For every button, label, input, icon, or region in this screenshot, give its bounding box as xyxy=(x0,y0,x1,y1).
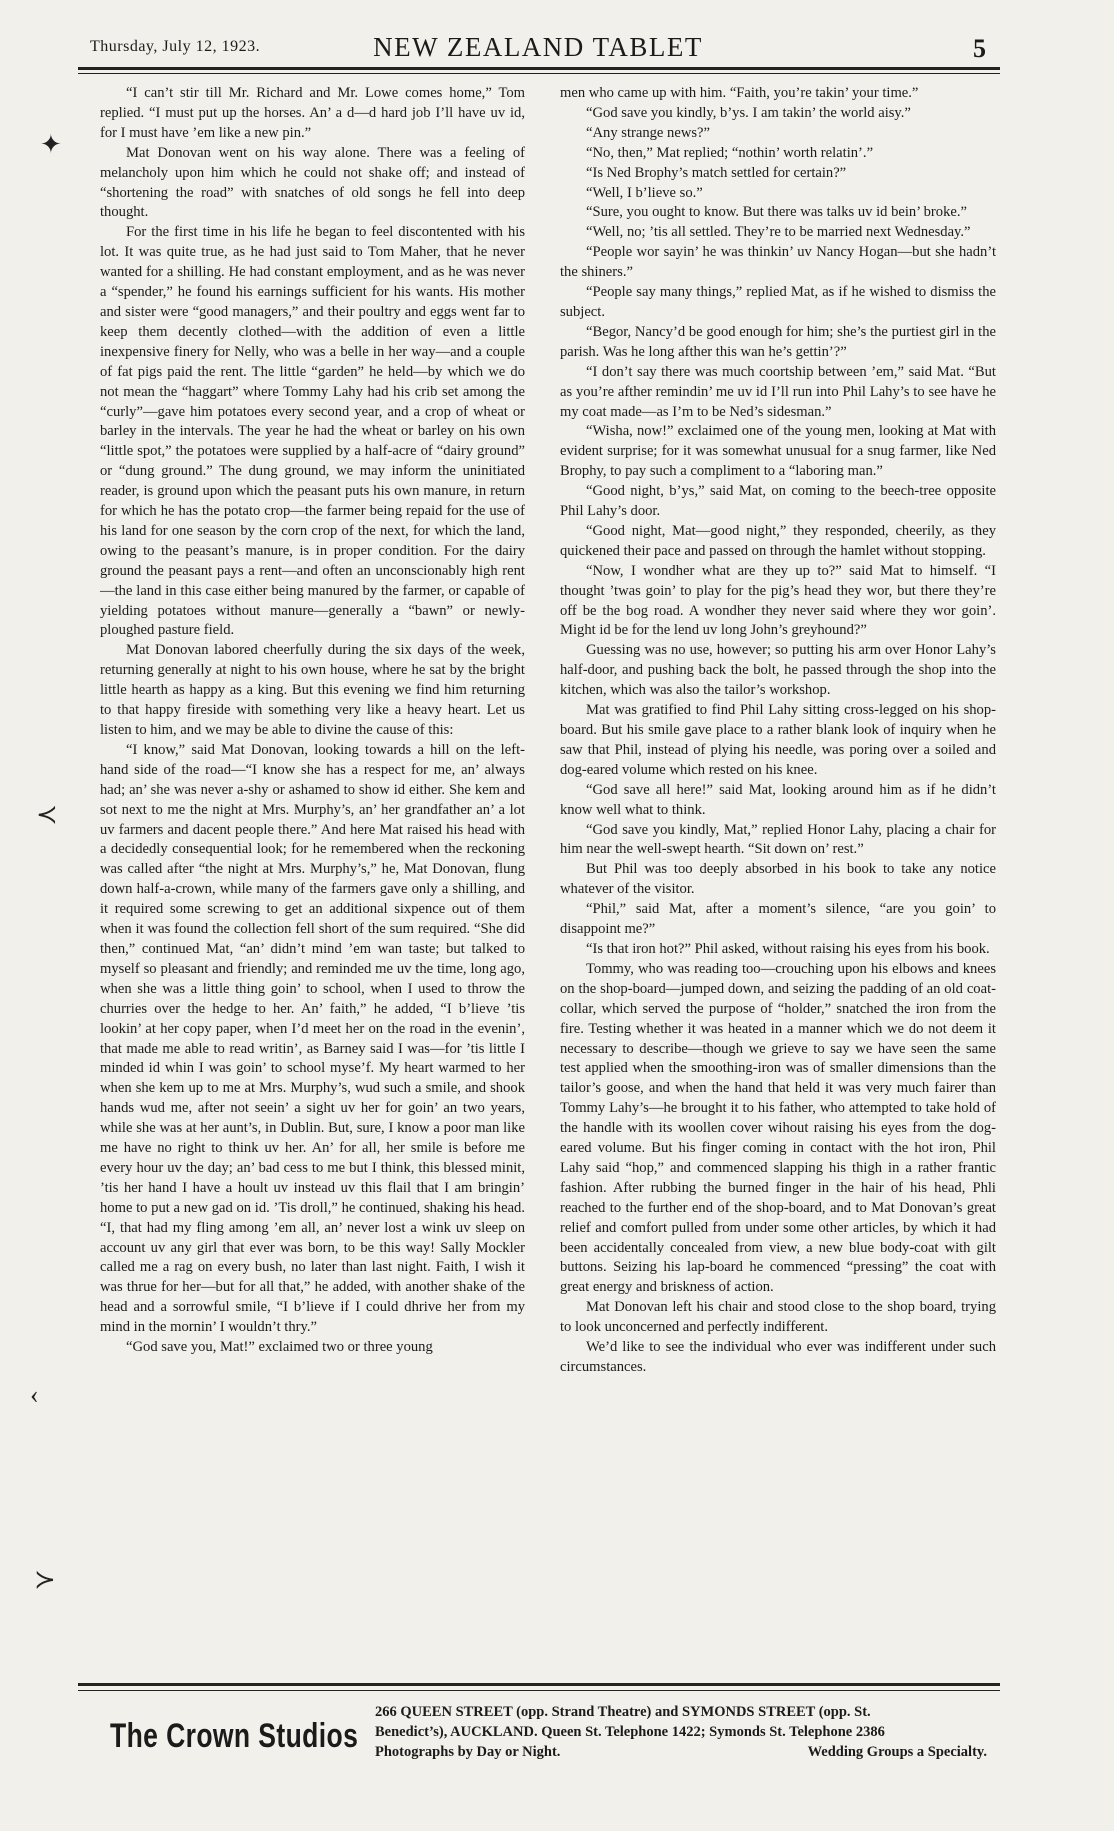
paragraph: Guessing was no use, however; so putting his arm over Honor Lahy’s half-door, and pushing back the bolt, he passed through the shop into the kitchen, which was also the tailor’s workshop. xyxy=(560,642,996,699)
paragraph: “I can’t stir till Mr. Richard and Mr. Lowe comes home,” Tom replied. “I must put up the horses. An’ a d—d hard job I’ll have uv id, for I must have ’em like a new pin.” xyxy=(100,85,525,141)
margin-mark-icon: ‹ xyxy=(30,1380,39,1409)
margin-mark-icon: ≺ xyxy=(36,800,58,829)
paragraph: “Is Ned Brophy’s match settled for certain?” xyxy=(586,164,847,181)
advert-phone-line: Benedict’s), AUCKLAND. Queen St. Telephone 1422; Symonds St. Telephone 2386 xyxy=(375,1724,885,1740)
advert-details xyxy=(375,1702,987,1762)
paragraph: “God save you kindly, Mat,” replied Honor Lahy, placing a chair for him near the well-swept hearth. “Sit down on’ rest.” xyxy=(560,821,996,858)
issue-date: Thursday, July 12, 1923. xyxy=(90,38,261,55)
advert-specialty: Wedding Groups a Specialty. xyxy=(807,1744,987,1760)
footer-rule-thick xyxy=(78,1683,1000,1686)
footer-rule-thin xyxy=(78,1690,1000,1691)
paragraph: “I know,” said Mat Donovan, looking towards a hill on the left-hand side of the road—“I know she has a respect for me, an’ always had; an’ she was never a-shy or ashamed to show id either. She kem and sot next to me the night at Mrs. Murphy’s, an’ her grandfather an’ a lot uv farmers and dacent people there.” And here Mat raised his head with a decidedly consequential look; for he remembered when the reckoning was called after “the night at Mrs. Murphy’s,” he, Mat Donovan, flung down half-a-crown, while many of the farmers gave only a shilling, and it required some screwing to get an additional sixpence out of them when it was found the collection fell short of the sum required. “She did then,” continued Mat, “an’ didn’t mind ’em wan taste; but talked to myself so pleasant and friendly; and reminded me uv the time, long ago, when she was a little thing goin’ to school, when I used to throw the churries over the hedge to her. An’ faith,” he added, “I b’lieve ’tis lookin’ at her copy paper, when I’d meet her on the road in the evenin’, that made me able to read writin’, as Barney said I was—for ’tis little I minded id whin I was goin’ to school myse’f. My heart warmed to her when she kem up to me at Mrs. Murphy’s, wud such a smile, and shook hands wud me, after not seein’ a sight uv her for goin’ an two years, while she was at her aunt’s, in Dublin. But, sure, I know a poor man like me have no right to think uv her. An’ for all, her smile is before me every hour uv the day; an’ bad cess to me but I think, this blessed minit, ’tis her hand I have a hoult uv instead uv this flail that I am bringin’ home to put a new gad on id. ’Tis droll,” he continued, shaking his head. “I, that had my fling among ’em all, an’ never lost a wink uv sleep on account uv any girl that ever was born, to be this way! Sally Mockler called me a rag on every bush, no later than last night. Faith, I wish it was thrue for her—but for all that,” he added, with another shake of the head and a sorrowful smile, “I b’lieve if I could dhrive her from my mind in the mornin’ I wouldn’t thry.” xyxy=(100,741,525,1336)
paragraph: men who came up with him. “Faith, you’re takin’ your time.” xyxy=(560,85,919,101)
paragraph: “Sure, you ought to know. But there was talks uv id bein’ broke.” xyxy=(586,204,967,221)
header-rule-thin xyxy=(78,73,1000,74)
paragraph: “Well, no; ’tis all settled. They’re to be married next Wednesday.” xyxy=(586,224,971,241)
paragraph: “Good night, Mat—good night,” they responded, cheerily, as they quickened their pace and passed on through the hamlet without stopping. xyxy=(560,522,996,559)
paragraph: For the first time in his life he began to feel discontented with his lot. It was quite true, as he had just said to Tom Maher, that he never wanted for a shilling. He had constant employment, and as he was never a “spender,” he found his earnings sufficient for his wants. His mother and sister were “good managers,” and their poultry and eggs went far to keep them decently clothed—with the addition of even a little inexpensive finery for Nelly, who was a belle in her way—and a couple of fat pigs paid the rent. The little “garden” he held—by which we do not mean the “haggart” where Tommy Lahy had his crib set among the “curly”—gave him potatoes every second year, and a crop of wheat or barley in the intervals. The year he had the wheat or barley on his own “little spot,” the potatoes were supplied by a half-acre of “dairy ground” or “dung ground.” The dung ground, we may inform the uninitiated reader, is ground upon which the peasant puts his own manure, in return for which he has the potato crop—the farmer being repaid for the use of his land for one season by the corn crop of the next, for which the land, owing to the peasant’s manure, is in proper condition. For the dairy ground the peasant pays a rent—and often an unconscionably high rent—the land in this case either being manured by the farmer, or capable of yielding potatoes without manure—generally a “bawn” or newly-ploughed pasture field. xyxy=(100,224,525,639)
advert-hours: Photographs by Day or Night. xyxy=(375,1744,561,1760)
left-column xyxy=(100,84,525,1358)
paragraph: “God save you kindly, b’ys. I am takin’ the world aisy.” xyxy=(586,104,911,121)
margin-mark-icon: ✦ xyxy=(40,130,62,159)
page-number: 5 xyxy=(973,34,986,63)
paragraph: “God save all here!” said Mat, looking around him as if he didn’t know well what to think. xyxy=(560,781,996,818)
paragraph: Mat Donovan labored cheerfully during the six days of the week, returning generally at night to his own house, where he sat by the bright little hearth as happy as a king. But this evening we find him returning to that happy fireside with something very like a heavy heart. Let us listen to him, and we may be able to divine the cause of this: xyxy=(100,642,525,738)
paragraph: “Wisha, now!” exclaimed one of the young men, looking at Mat with evident surprise; for it was somewhat unusual for a snug farmer, like Ned Brophy, to pay such a compliment to a “laboring man.” xyxy=(560,423,996,480)
paragraph: “God save you, Mat!” exclaimed two or three young xyxy=(126,1339,433,1356)
margin-mark-icon: ≻ xyxy=(34,1565,56,1594)
paragraph: “Any strange news?” xyxy=(586,124,710,141)
page-header xyxy=(78,30,998,70)
paragraph: “Good night, b’ys,” said Mat, on coming to the beech-tree opposite Phil Lahy’s door. xyxy=(560,483,996,520)
paragraph: Mat Donovan went on his way alone. There was a feeling of melancholy upon him which he could not shake off; and instead of “shortening the road” with snatches of old songs he fell into deep thought. xyxy=(100,144,525,221)
advert-studio-name: The Crown Studios xyxy=(110,1717,359,1755)
header-rule-thick xyxy=(78,67,1000,70)
paragraph: Mat was gratified to find Phil Lahy sitting cross-legged on his shop-board. But his smile gave place to a rather blank look of inquiry when he saw that Phil, instead of plying his needle, was poring over a soiled and dog-eared volume which rested on his knee. xyxy=(560,702,996,778)
paragraph: Mat Donovan left his chair and stood close to the shop board, trying to look unconcerned and perfectly indifferent. xyxy=(560,1299,996,1336)
paragraph: “People wor sayin’ he was thinkin’ uv Nancy Hogan—but she hadn’t the shiners.” xyxy=(560,244,996,281)
paragraph: “Is that iron hot?” Phil asked, without raising his eyes from his book. xyxy=(586,940,990,957)
right-column xyxy=(560,84,996,1378)
paragraph: “Begor, Nancy’d be good enough for him; she’s the purtiest girl in the parish. Was he long afther this wan he’s gettin’?” xyxy=(560,323,996,360)
paragraph: “No, then,” Mat replied; “nothin’ worth relatin’.” xyxy=(586,144,874,161)
newspaper-title: NEW ZEALAND TABLET xyxy=(373,32,703,62)
paragraph: “I don’t say there was much coortship between ’em,” said Mat. “But as you’re afther remindin’ me uv id I’ll run into Phil Lahy’s to see have he my coat made—as I’m to be Ned’s sidesman.” xyxy=(560,363,996,420)
paragraph: But Phil was too deeply absorbed in his book to take any notice whatever of the visitor. xyxy=(560,861,996,898)
paragraph: “Phil,” said Mat, after a moment’s silence, “are you goin’ to disappoint me?” xyxy=(560,901,996,938)
advert-tagline-row xyxy=(375,1742,987,1762)
paragraph: “Now, I wondher what are they up to?” said Mat to himself. “I thought ’twas goin’ to play for the pig’s head they wor, but there they’re off be the bog road. A wondher they never said where they wor goin’. Might id be for the lend uv long John’s greyhound?” xyxy=(560,562,996,639)
paragraph: “People say many things,” replied Mat, as if he wished to dismiss the subject. xyxy=(560,284,996,320)
paragraph: Tommy, who was reading too—crouching upon his elbows and knees on the shop-board—jumped down, and seizing the padding of an old coat-collar, which served the purpose of “holder,” snatched the iron from the fire. Testing whether it was heated in a manner which we do not deem it necessary to describe—though we grieve to say we have seen the same test applied when the smoothing-iron was of smaller dimensions than the tailor’s goose, and when the hand that held it was very much fairer than Tommy Lahy’s—he brought it to his father, who attempted to take hold of the handle with its woollen cover wihout raising his eyes from the dog-eared volume. But his finger coming in contact with the hot iron, Phil Lahy said “hop,” and commenced slapping his thigh in a rather frantic fashion. After rubbing the burned finger in the hair of his head, Phli reached to the further end of the shop-board, and to Mat Donovan’s great relief and comfort pulled from under some other articles, by which it had been accidentally concealed from view, a new blue body-coat with gilt buttons. Seizing his lap-board he commenced “pressing” the coat with great energy and briskness of action. xyxy=(560,960,996,1296)
paragraph: “Well, I b’lieve so.” xyxy=(586,184,703,201)
advert-address-line: 266 QUEEN STREET (opp. Strand Theatre) and SYMONDS STREET (opp. St. xyxy=(375,1704,871,1720)
paragraph: We’d like to see the individual who ever was indifferent under such circumstances. xyxy=(560,1339,996,1375)
